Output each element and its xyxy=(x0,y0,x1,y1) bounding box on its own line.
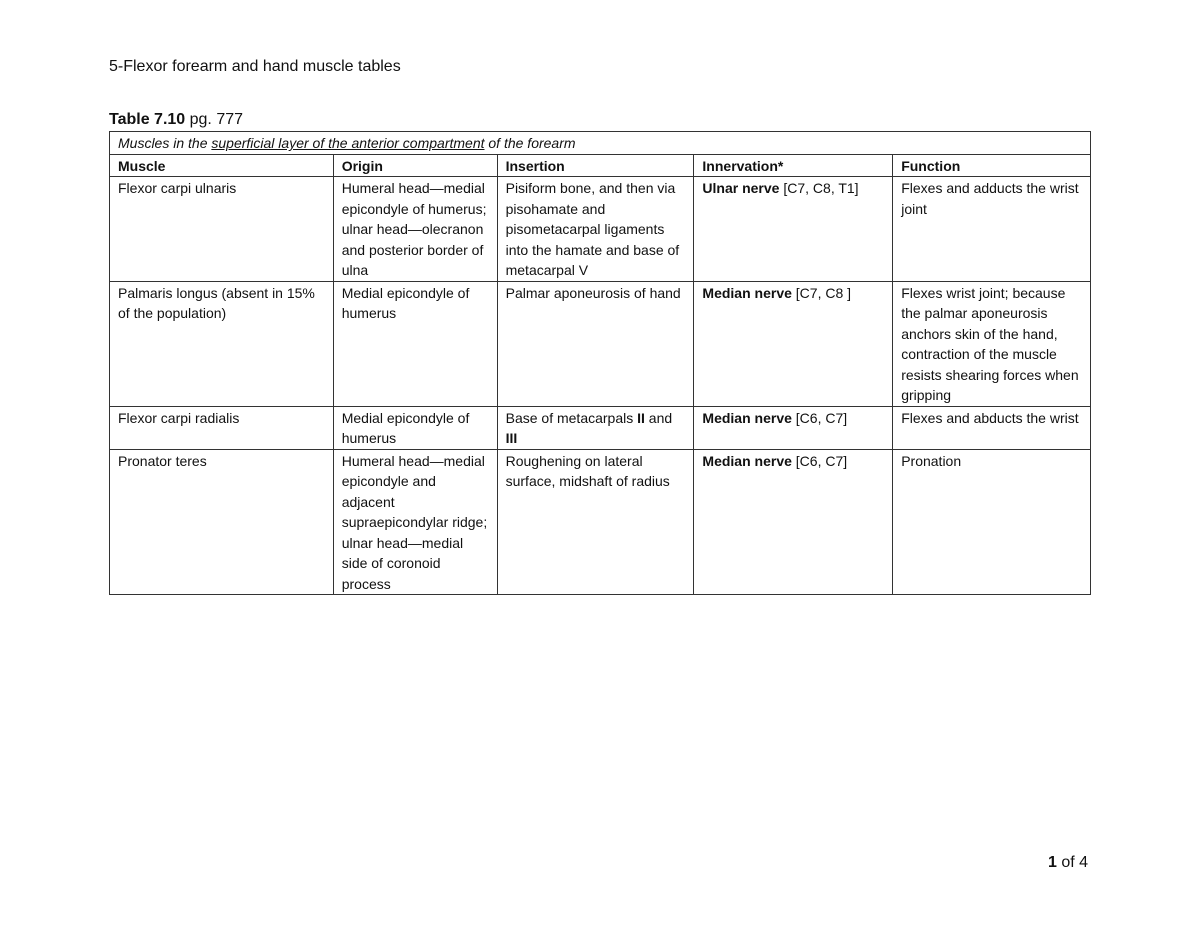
nerve-roots: [C7, C8, T1] xyxy=(779,180,859,196)
nerve-name: Ulnar nerve xyxy=(702,180,780,196)
nerve-name: Median nerve xyxy=(702,284,792,301)
cell-origin: Medial epicondyle of humerus xyxy=(333,406,497,449)
document-title: 5-Flexor forearm and hand muscle tables xyxy=(109,58,401,75)
header-muscle: Muscle xyxy=(110,154,334,177)
table-row xyxy=(110,281,1091,406)
table-caption xyxy=(109,111,243,129)
table-row xyxy=(110,449,1091,595)
nerve-name: Median nerve xyxy=(702,452,792,469)
nerve-roots: [C6, C7] xyxy=(791,452,848,469)
cell-origin: Medial epicondyle of humerus xyxy=(333,281,497,406)
table-row xyxy=(110,406,1091,449)
group-prefix: Muscles in the xyxy=(118,135,212,151)
nerve-roots: [C7, C8 ] xyxy=(791,284,852,301)
cell-origin: Humeral head—medial epicondyle and adjacent supraepicondylar ridge; ulnar head—medial side of coronoid process xyxy=(333,449,497,595)
cell-insertion: Roughening on lateral surface, midshaft of radius xyxy=(497,449,694,595)
cell-insertion xyxy=(497,406,694,449)
header-function: Function xyxy=(893,154,1091,177)
nerve-roots: [C6, C7] xyxy=(791,409,848,426)
header-origin: Origin xyxy=(333,154,497,177)
header-insertion: Insertion xyxy=(497,154,694,177)
page-current: 1 xyxy=(1048,854,1057,871)
header-row xyxy=(110,154,1091,177)
cell-insertion: Palmar aponeurosis of hand xyxy=(497,281,694,406)
page-total: of 4 xyxy=(1056,854,1089,871)
page-reference: pg. 777 xyxy=(185,111,244,128)
group-underlined: superficial layer of the anterior compartment xyxy=(211,135,485,151)
cell-origin: Humeral head—medial epicondyle of humerus; ulnar head—olecranon and posterior border of ulna xyxy=(333,177,497,282)
cell-insertion: Pisiform bone, and then via pisohamate and pisometacarpal ligaments into the hamate and base of metacarpal V xyxy=(497,177,694,282)
cell-function: Flexes and abducts the wrist xyxy=(893,406,1091,449)
cell-innervation xyxy=(694,449,893,595)
cell-function: Flexes wrist joint; because the palmar aponeurosis anchors skin of the hand, contraction of the muscle resists shearing forces when gripping xyxy=(893,281,1091,406)
page-number xyxy=(1048,854,1088,872)
muscle-table xyxy=(109,131,1091,595)
header-innervation: Innervation* xyxy=(694,154,893,177)
cell-muscle: Palmaris longus (absent in 15% of the population) xyxy=(110,281,334,406)
insertion-bold-ii: II xyxy=(637,409,645,426)
cell-muscle: Flexor carpi ulnaris xyxy=(110,177,334,282)
cell-muscle: Flexor carpi radialis xyxy=(110,406,334,449)
table-row xyxy=(110,177,1091,282)
table-label: Table 7.10 xyxy=(109,111,186,128)
cell-function: Pronation xyxy=(893,449,1091,595)
cell-innervation xyxy=(694,406,893,449)
group-heading-cell xyxy=(110,132,1091,155)
cell-muscle: Pronator teres xyxy=(110,449,334,595)
cell-function: Flexes and adducts the wrist joint xyxy=(893,177,1091,282)
cell-innervation xyxy=(694,281,893,406)
insertion-bold-iii: III xyxy=(505,430,518,446)
nerve-name: Median nerve xyxy=(702,409,792,426)
group-suffix: of the forearm xyxy=(484,135,576,151)
cell-innervation xyxy=(694,177,893,282)
insertion-mid: and xyxy=(644,409,673,426)
group-row xyxy=(110,132,1091,155)
insertion-prefix: Base of metacarpals xyxy=(505,409,638,426)
